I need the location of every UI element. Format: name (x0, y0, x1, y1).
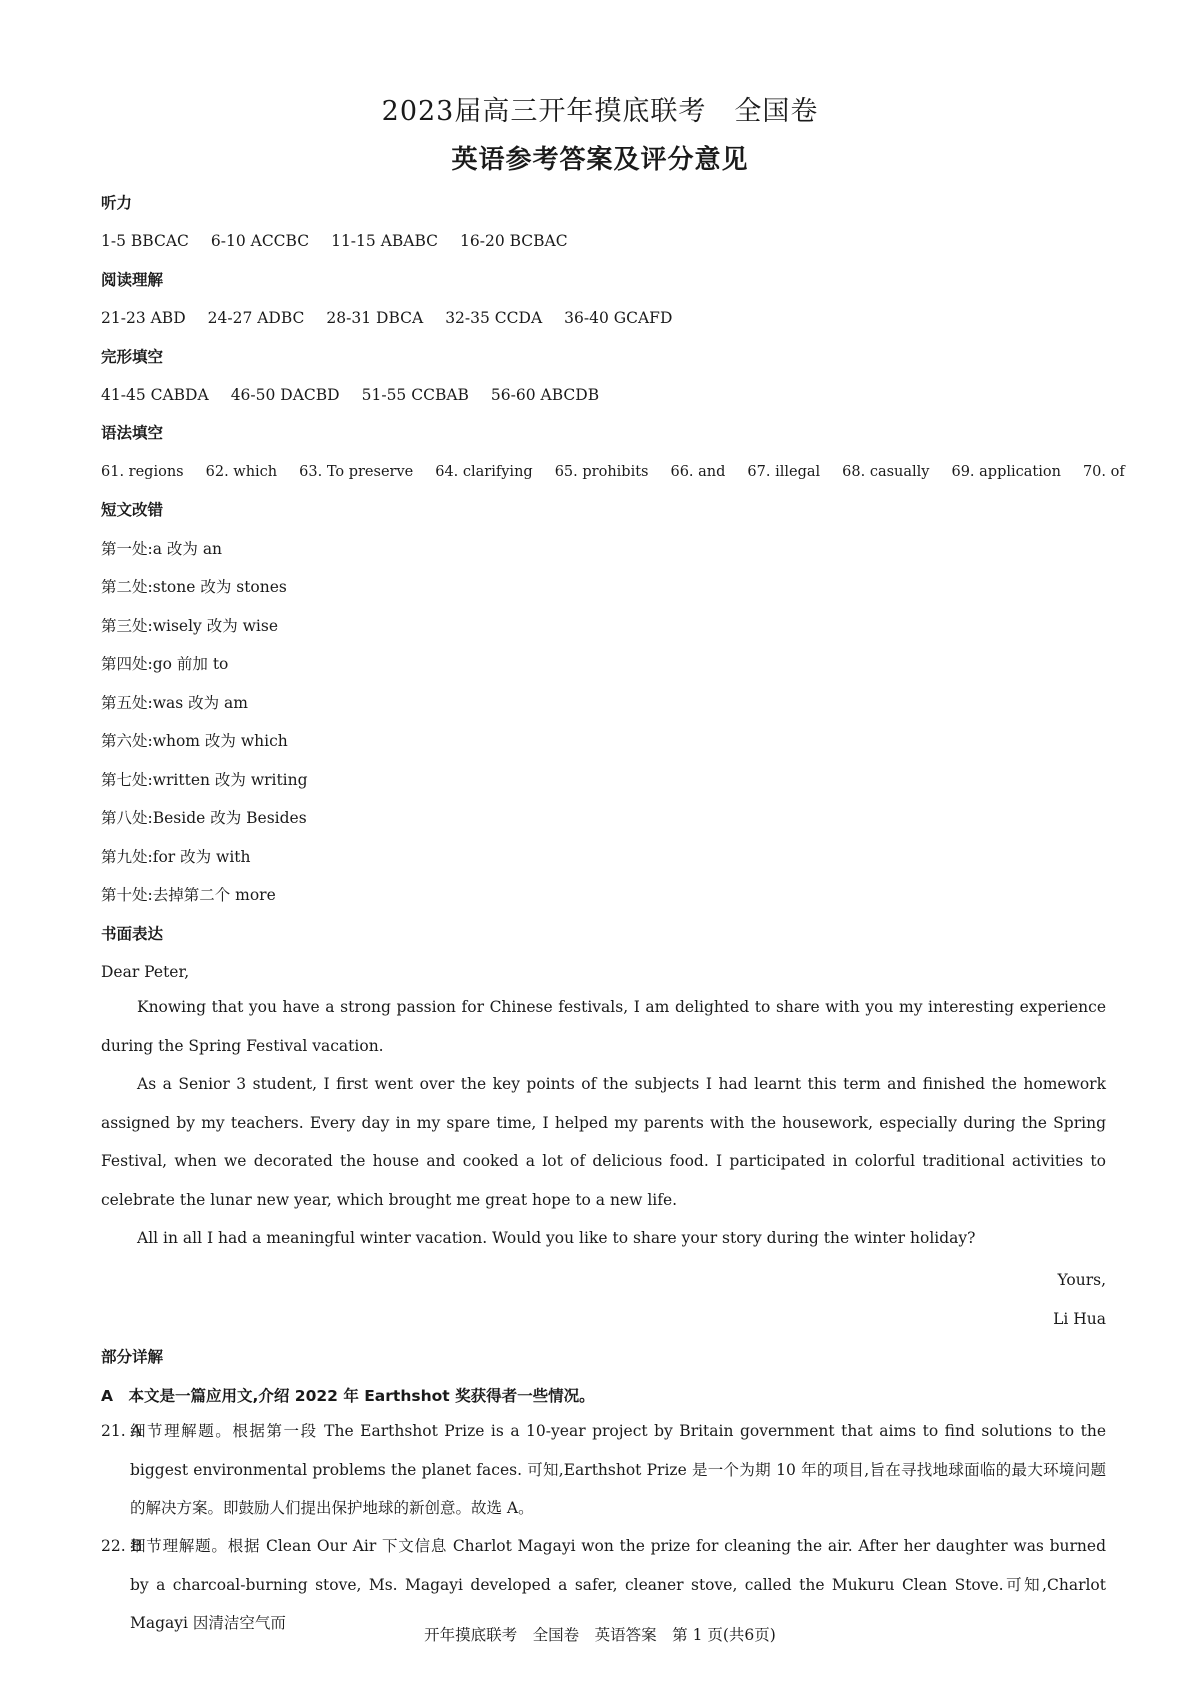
cloze-answers (101, 383, 599, 407)
explanation-text: 细节理解题。根据 Clean Our Air 下文信息 Charlot Magayi won the prize for cleaning the air. After her daughter was burned by a charcoal-burning stove, Ms. Magayi developed a safer, cleaner stove, called the Mukuru Clean Stove.可知,Charlot Magayi 因清洁空气而 (130, 1537, 1106, 1632)
answer-group: 24-27 ADBC (207, 309, 305, 327)
explanation-number: 21. A (101, 1422, 142, 1440)
letter-closing: Yours, (1057, 1271, 1106, 1289)
answer-group: 6-10 ACCBC (210, 232, 310, 250)
correction-item: 第七处:written 改为 writing (101, 771, 308, 789)
grammar-answer: 62. which (205, 464, 278, 480)
letter-signature: Li Hua (1053, 1310, 1106, 1328)
letter-paragraph: Knowing that you have a strong passion for Chinese festivals, I am delighted to share with you my interesting experience during the Spring Festival vacation. (101, 998, 1106, 1055)
correction-item: 第八处:Beside 改为 Besides (101, 809, 307, 827)
grammar-answer: 69. application (951, 464, 1061, 480)
answer-group: 41-45 CABDA (101, 386, 209, 404)
letter-greeting: Dear Peter, (101, 963, 190, 981)
answer-group: 1-5 BBCAC (101, 232, 189, 250)
answer-group: 46-50 DACBD (230, 386, 340, 404)
section-heading-grammar: 语法填空 (101, 424, 164, 442)
correction-item: 第六处:whom 改为 which (101, 732, 288, 750)
section-heading-correction: 短文改错 (101, 501, 164, 519)
correction-item: 第二处:stone 改为 stones (101, 578, 287, 596)
listening-answers (101, 229, 568, 253)
correction-item: 第九处:for 改为 with (101, 848, 251, 866)
page-subtitle: 英语参考答案及评分意见 (451, 145, 749, 175)
page-title: 2023届高三开年摸底联考 全国卷 (381, 96, 819, 127)
reading-answers (101, 306, 672, 330)
explanation-number: 22. B (101, 1537, 142, 1555)
answer-group: 32-35 CCDA (445, 309, 543, 327)
grammar-answers (101, 460, 1147, 484)
section-heading-reading: 阅读理解 (101, 271, 164, 289)
correction-item: 第十处:去掉第二个 more (101, 886, 276, 904)
passage-a-summary: A 本文是一篇应用文,介绍 2022 年 Earthshot 奖获得者一些情况。 (101, 1387, 595, 1405)
grammar-answer: 67. illegal (747, 464, 821, 480)
letter-paragraph: As a Senior 3 student, I first went over the key points of the subjects I had learnt this term and finished the homework assigned by my teachers. Every day in my spare time, I helped my parents with the housework, especially during the Spring Festival, when we decorated the house and cooked a lot of delicious food. I participated in colorful traditional activities to celebrate the lunar new year, which brought me great hope to a new life. (101, 1075, 1106, 1209)
section-heading-explanations: 部分详解 (101, 1348, 164, 1366)
grammar-answer: 61. regions (101, 464, 184, 480)
section-heading-listening: 听力 (101, 194, 133, 212)
letter-paragraph: All in all I had a meaningful winter vacation. Would you like to share your story during the winter holiday? (137, 1229, 976, 1247)
correction-item: 第三处:wisely 改为 wise (101, 617, 278, 635)
page-footer: 开年摸底联考 全国卷 英语答案 第 1 页(共6页) (424, 1626, 776, 1644)
section-heading-writing: 书面表达 (101, 925, 164, 943)
correction-item: 第五处:was 改为 am (101, 694, 248, 712)
answer-group: 56-60 ABCDB (490, 386, 600, 404)
grammar-answer: 66. and (670, 464, 726, 480)
grammar-answer: 64. clarifying (435, 464, 533, 480)
answer-group: 51-55 CCBAB (361, 386, 469, 404)
grammar-answer: 68. casually (842, 464, 930, 480)
section-heading-cloze: 完形填空 (101, 348, 164, 366)
grammar-answer: 65. prohibits (554, 464, 649, 480)
correction-item: 第四处:go 前加 to (101, 655, 229, 673)
grammar-answer: 70. of (1082, 464, 1125, 480)
answer-group: 28-31 DBCA (326, 309, 424, 327)
answer-group: 36-40 GCAFD (564, 309, 673, 327)
answer-group: 21-23 ABD (101, 309, 186, 327)
correction-item: 第一处:a 改为 an (101, 540, 223, 558)
answer-group: 11-15 ABABC (331, 232, 439, 250)
grammar-answer: 63. To preserve (299, 464, 414, 480)
answer-group: 16-20 BCBAC (460, 232, 568, 250)
explanation-text: 细节理解题。根据第一段 The Earthshot Prize is a 10-year project by Britain government that aims to find solutions to the biggest environmental problems the planet faces. 可知,Earthshot Prize 是一个为期 10 年的项目,旨在寻找地球面临的最大环境问题的解决方案。即鼓励人们提出保护地球的新创意。故选 A。 (130, 1422, 1106, 1517)
